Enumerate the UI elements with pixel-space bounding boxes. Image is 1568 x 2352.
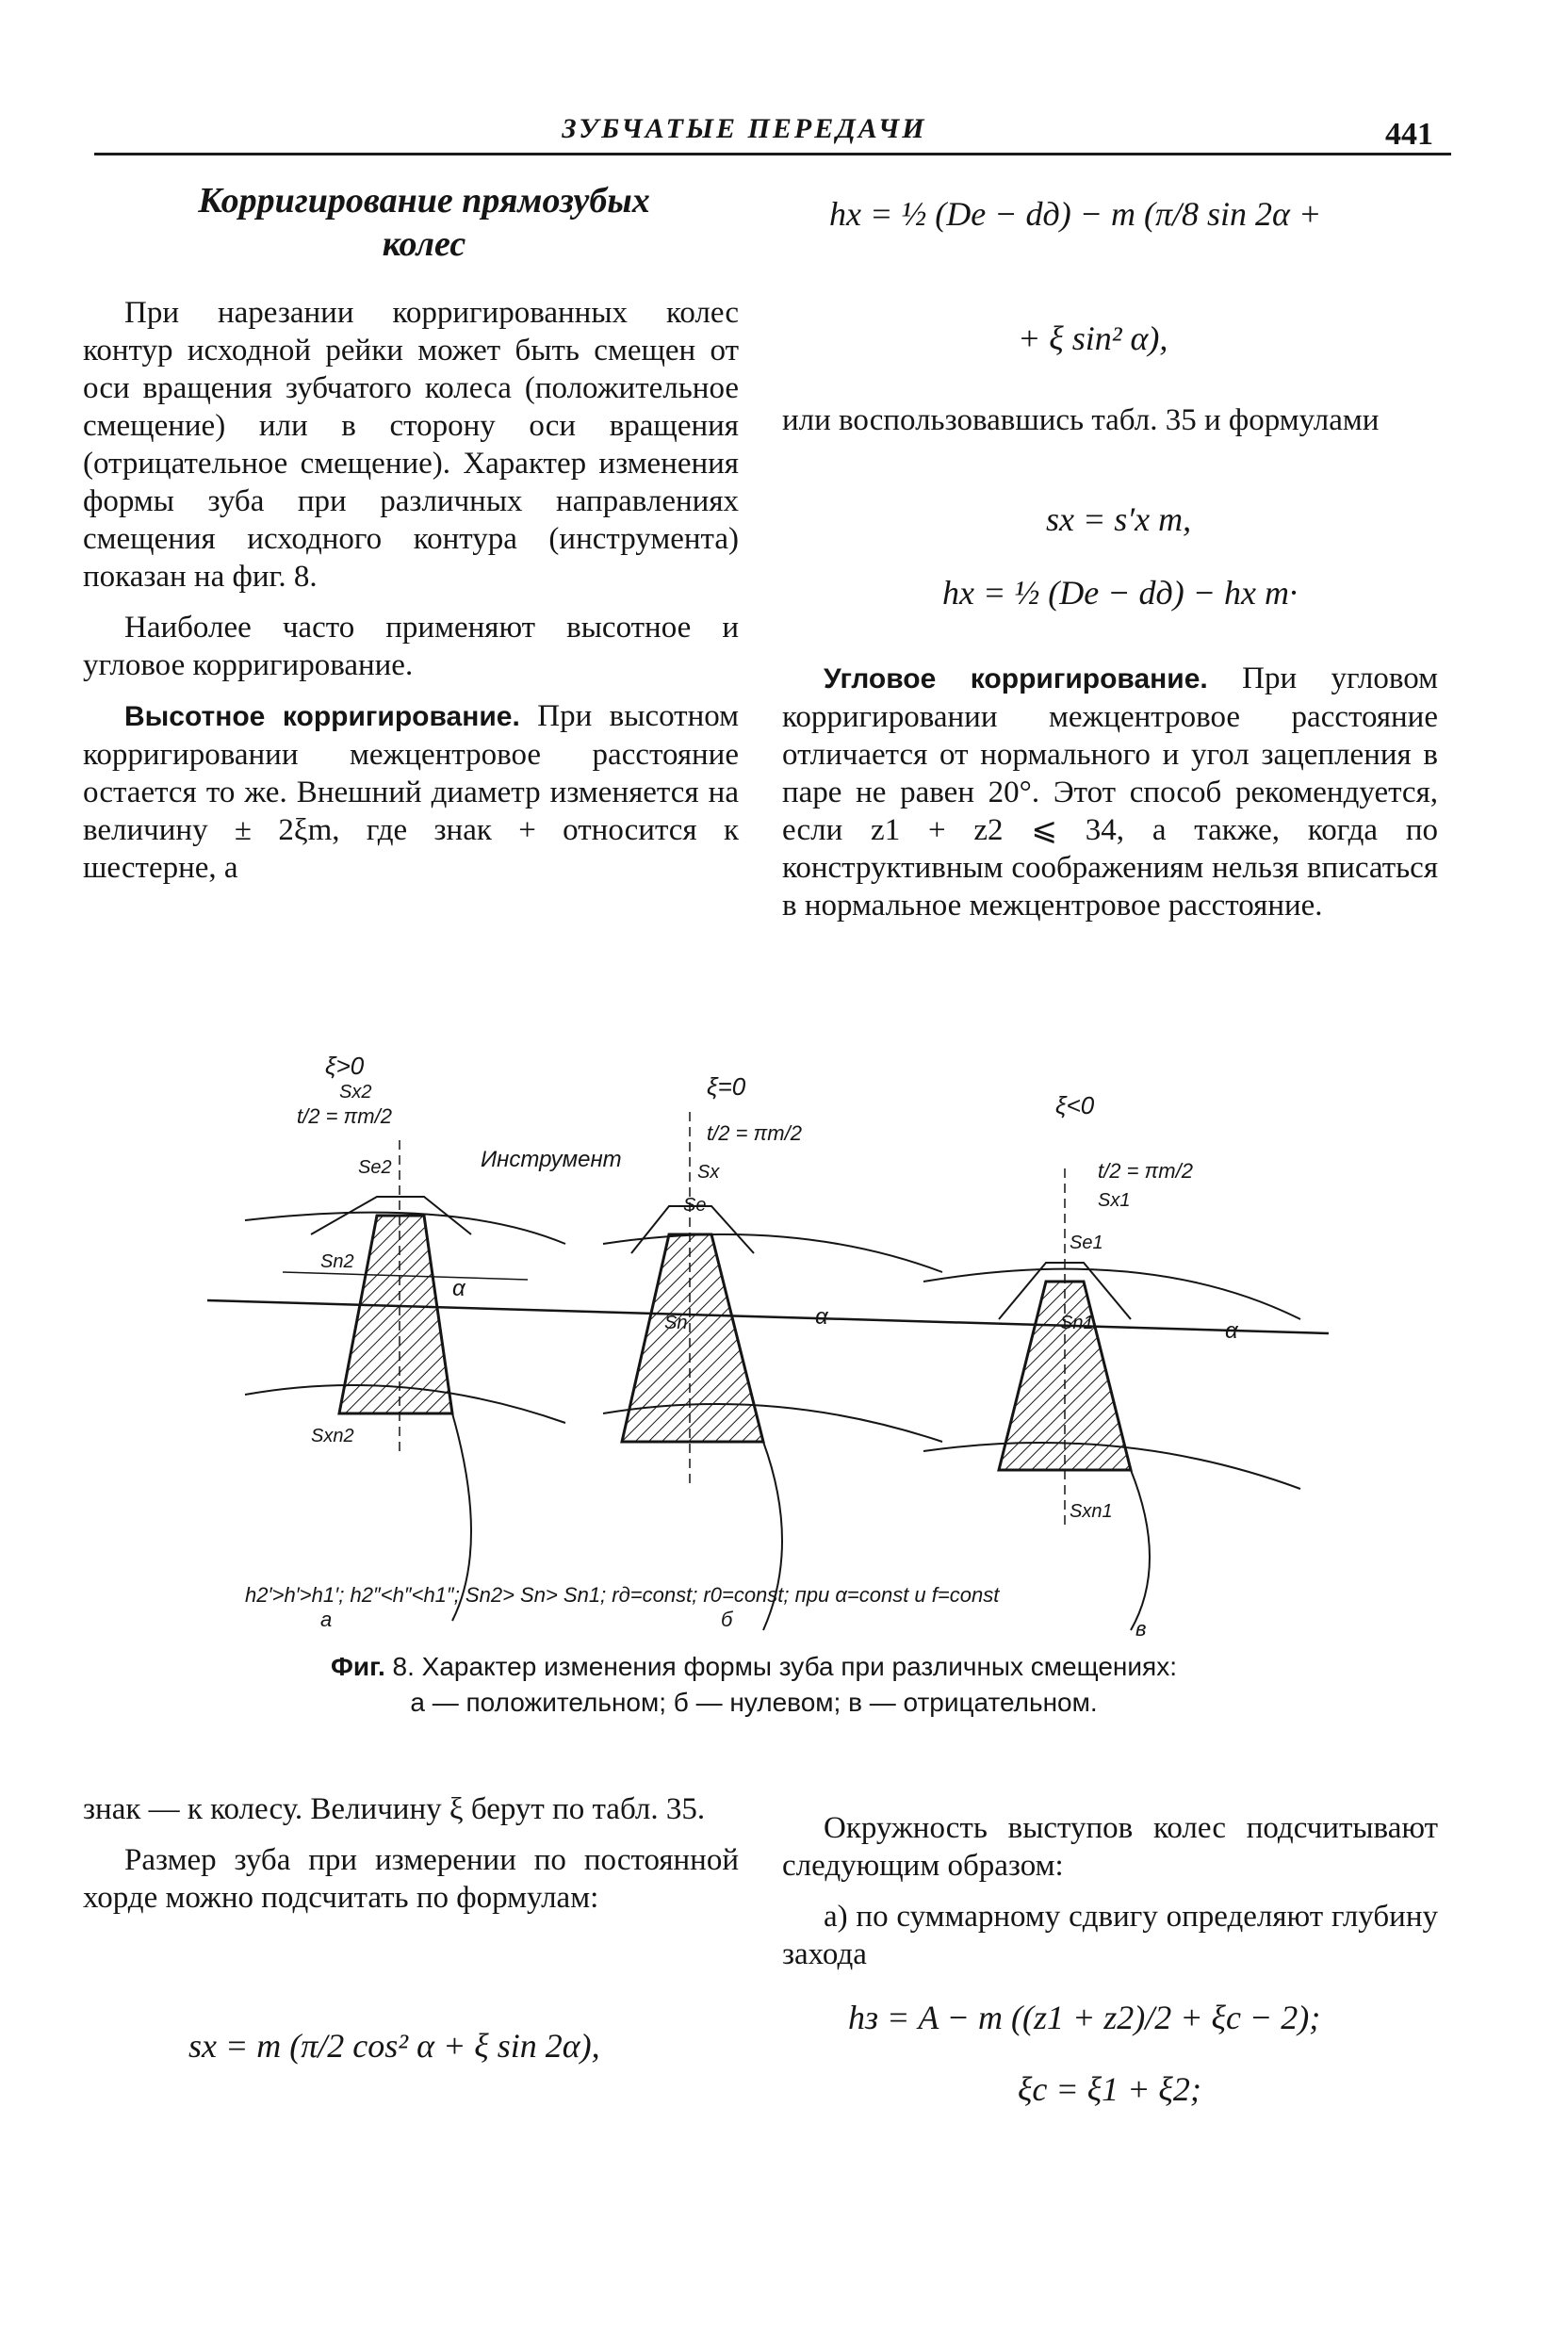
run-in-heading: Высотное корригирование.: [124, 701, 520, 732]
paragraph: а) по суммарному сдвигу определяют глубину захода: [782, 1900, 1438, 1971]
label-t-half-a: t/2 = πm/2: [297, 1104, 392, 1128]
formula-engagement-depth: [848, 1998, 1320, 2037]
run-in-heading: Угловое корригирование.: [824, 663, 1208, 694]
label-alpha-b: α: [815, 1304, 828, 1330]
formula-text: hx = ½ (De − dд) − m (π/8 sin 2α +: [829, 195, 1322, 233]
sub-a: а: [320, 1608, 333, 1631]
label-sxn2: Sxn2: [311, 1426, 354, 1446]
sub-b: б: [721, 1608, 733, 1631]
paragraph: или воспользовавшись табл. 35 и формулами: [782, 403, 1380, 437]
formula-text: sx = m (π/2 cos² α + ξ sin 2α),: [188, 2027, 600, 2065]
paragraph: знак — к колесу. Величину ξ берут по табл. 35.: [83, 1792, 706, 1826]
paragraph: При нарезании корригированных колес контур исходной рейки может быть смещен от оси вращения зубчатого колеса (положительное смещение) или в сторону оси вращения (отрицательное смещение). Характер изменения формы зуба при различных направлениях смещения исходного контура (инструмента) показан на фиг. 8.: [83, 296, 739, 594]
label-sn: Sn: [664, 1313, 688, 1333]
formula-text: ξc = ξ1 + ξ2;: [1018, 2070, 1201, 2108]
label-alpha-c: α: [1225, 1318, 1238, 1344]
section-title: [132, 179, 716, 266]
formula-xi-sum: [1018, 2069, 1201, 2109]
section-title-line2: колес: [382, 224, 466, 264]
label-xi-negative: ξ<0: [1055, 1091, 1095, 1119]
caption-text: 8. Характер изменения формы зуба при различных смещениях:: [392, 1652, 1177, 1681]
tooth-c: [923, 1168, 1300, 1630]
caption-line2: а — положительном; б — нулевом; в — отрицательном.: [410, 1688, 1098, 1717]
label-se: Se: [683, 1195, 707, 1216]
paragraph-text: При угловом корригировании межцентровое расстояние отличается от нормального и угол зацепления в паре не равен 20°. Этот способ рекомендуется, если z1 + z2 ⩽ 34, а также, когда по конструктивным соображениям нельзя вписаться в нормальное межцентровое расстояние.: [782, 662, 1438, 923]
formula-hx-2: [942, 573, 1298, 612]
paragraph-text: При высотном корригировании межцентровое расстояние остается то же. Внешний диаметр изменяется на величину ± 2ξm, где знак + относится к шестерне, а: [83, 699, 739, 885]
formula-hx-line1: [829, 194, 1321, 234]
label-alpha-a: α: [452, 1276, 466, 1301]
formula-sx-2: [1046, 499, 1191, 539]
paragraph: [83, 697, 739, 887]
paragraph: Окружность выступов колес подсчитывают следующим образом:: [782, 1811, 1438, 1883]
paragraph: [782, 660, 1438, 924]
header-rule: [94, 153, 1451, 155]
left-column-text: [83, 294, 739, 900]
figure-8-gear-teeth: [170, 1055, 1338, 1640]
label-sn2: Sn2: [320, 1251, 354, 1272]
formula-text: hx = ½ (De − dд) − hx m·: [942, 574, 1298, 612]
label-xi-zero: ξ=0: [707, 1072, 746, 1101]
section-title-line1: Корригирование прямозубых: [198, 181, 650, 220]
formula-text: + ξ sin² α),: [1018, 319, 1168, 357]
formula-text: hз = A − m ((z1 + z2)/2 + ξc − 2);: [848, 1999, 1321, 2036]
label-sx2: Sx2: [339, 1082, 372, 1102]
caption-line1: [226, 1649, 1282, 1685]
formula-hx-line2: [1018, 318, 1168, 358]
paragraph: Размер зуба при измерении по постоянной хорде можно подсчитать по формулам:: [83, 1843, 739, 1915]
label-sn1: Sn1: [1060, 1313, 1094, 1333]
tooth-a: [245, 1140, 565, 1621]
right-column-text-2: [782, 660, 1438, 938]
figure-relations: h2′>h′>h1′; h2″<h″<h1″; Sn2> Sn> Sn1; rд=const; r0=const; при α=const и f=const: [245, 1583, 1000, 1607]
page-number: 441: [1385, 117, 1433, 152]
label-se1: Se1: [1070, 1233, 1103, 1253]
formula-sx-chord: [188, 2026, 600, 2066]
running-header: ЗУБЧАТЫЕ ПЕРЕДАЧИ: [562, 113, 927, 144]
label-xi-positive: ξ>0: [325, 1055, 365, 1080]
bottom-left-text: [83, 1790, 739, 1930]
label-sx: Sx: [697, 1162, 720, 1183]
paragraph: Наиболее часто применяют высотное и угловое корригирование.: [83, 611, 739, 682]
label-instrument: Инструмент: [481, 1147, 622, 1172]
tooth-b: [603, 1112, 942, 1630]
right-column-text-1: [782, 401, 1438, 452]
label-t-half-c: t/2 = πm/2: [1098, 1159, 1193, 1183]
bottom-right-text: [782, 1809, 1438, 1986]
sub-c: в: [1135, 1617, 1147, 1640]
label-sx1: Sx1: [1098, 1190, 1131, 1211]
figure-caption: [226, 1649, 1282, 1721]
label-sxn1: Sxn1: [1070, 1501, 1113, 1522]
label-t-half-b: t/2 = πm/2: [707, 1121, 802, 1145]
formula-text: sx = s′x m,: [1046, 500, 1192, 538]
label-se2: Se2: [358, 1157, 392, 1178]
caption-label: Фиг.: [331, 1652, 385, 1681]
